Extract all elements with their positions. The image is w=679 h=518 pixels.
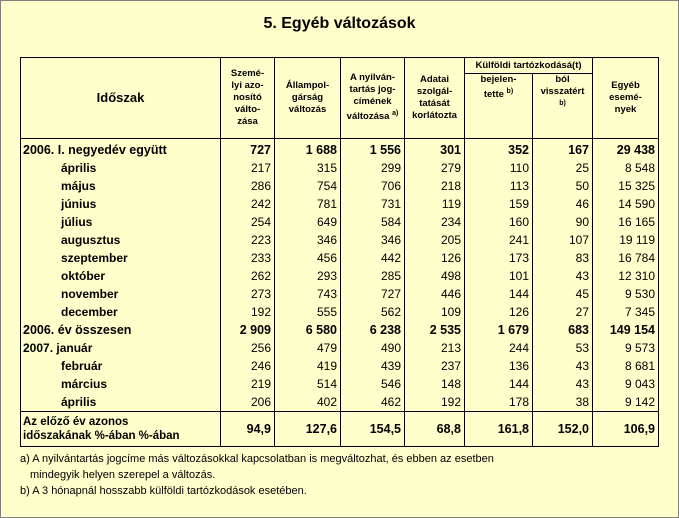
cell-value: 219	[221, 375, 275, 393]
cell-value: 126	[465, 303, 533, 321]
cell-value: 498	[405, 267, 465, 285]
footnotes	[20, 451, 660, 499]
row-label: március	[21, 375, 221, 393]
cell-value: 241	[465, 231, 533, 249]
cell-value: 107	[533, 231, 593, 249]
cell-value: 90	[533, 213, 593, 231]
row-label: február	[21, 357, 221, 375]
row-label: 2006. I. negyedév együtt	[21, 139, 221, 160]
row-label: augusztus	[21, 231, 221, 249]
cell-value: 9 530	[593, 285, 659, 303]
table-title: 5. Egyéb változások	[263, 15, 416, 32]
cell-value: 301	[405, 139, 465, 160]
cell-value: 731	[341, 195, 405, 213]
footer-value: 94,9	[221, 412, 275, 447]
cell-value: 113	[465, 177, 533, 195]
cell-value: 178	[465, 393, 533, 412]
cell-value: 144	[465, 375, 533, 393]
cell-value: 148	[405, 375, 465, 393]
cell-value: 50	[533, 177, 593, 195]
cell-value: 234	[405, 213, 465, 231]
table-row	[21, 213, 659, 231]
header-personal-id: Szemé- lyi azo- nosító válto- zása	[221, 58, 275, 139]
cell-value: 254	[221, 213, 275, 231]
cell-value: 346	[341, 231, 405, 249]
cell-value: 439	[341, 357, 405, 375]
table-row	[21, 393, 659, 412]
cell-value: 16 165	[593, 213, 659, 231]
cell-value: 293	[275, 267, 341, 285]
cell-value: 12 310	[593, 267, 659, 285]
cell-value: 2 909	[221, 321, 275, 339]
header-citizenship: Állampol- gárság változás	[275, 58, 341, 139]
cell-value: 144	[465, 285, 533, 303]
cell-value: 446	[405, 285, 465, 303]
table-row	[21, 139, 659, 160]
cell-value: 402	[275, 393, 341, 412]
cell-value: 167	[533, 139, 593, 160]
cell-value: 352	[465, 139, 533, 160]
cell-value: 27	[533, 303, 593, 321]
header-returned: ból visszatért $^{b)}$	[533, 74, 593, 139]
header-foreign-stay-group: Külföldi tartózkodásá(t)	[465, 58, 593, 74]
row-label: április	[21, 393, 221, 412]
row-label: október	[21, 267, 221, 285]
cell-value: 706	[341, 177, 405, 195]
cell-value: 2 535	[405, 321, 465, 339]
table-row	[21, 177, 659, 195]
cell-value: 126	[405, 249, 465, 267]
footnote-b: b) A 3 hónapnál hosszabb külföldi tartózkodások esetében.	[20, 485, 307, 497]
table-row	[21, 357, 659, 375]
cell-value: 25	[533, 159, 593, 177]
cell-value: 273	[221, 285, 275, 303]
cell-value: 256	[221, 339, 275, 357]
table-row	[21, 339, 659, 357]
cell-value: 192	[221, 303, 275, 321]
table-row	[21, 321, 659, 339]
cell-value: 159	[465, 195, 533, 213]
table-row	[21, 375, 659, 393]
header-registration-title: A nyilván- tartás jog- címének változása $^{a)}$	[341, 58, 405, 139]
row-label: július	[21, 213, 221, 231]
cell-value: 490	[341, 339, 405, 357]
footer-value: 161,8	[465, 412, 533, 447]
cell-value: 1 688	[275, 139, 341, 160]
header-reported: bejelen- tette $^{b)}$	[465, 74, 533, 139]
cell-value: 19 119	[593, 231, 659, 249]
statistics-table	[20, 57, 659, 447]
cell-value: 346	[275, 231, 341, 249]
cell-value: 119	[405, 195, 465, 213]
cell-value: 262	[221, 267, 275, 285]
cell-value: 6 238	[341, 321, 405, 339]
cell-value: 29 438	[593, 139, 659, 160]
footnote-a: a) A nyilvántartás jogcíme más változásokkal kapcsolatban is megváltozhat, és ebben az esetben	[20, 453, 494, 465]
cell-value: 9 142	[593, 393, 659, 412]
row-label: 2006. év összesen	[21, 321, 221, 339]
cell-value: 110	[465, 159, 533, 177]
cell-value: 14 590	[593, 195, 659, 213]
cell-value: 9 573	[593, 339, 659, 357]
row-label: november	[21, 285, 221, 303]
footer-value: 154,5	[341, 412, 405, 447]
row-label: április	[21, 159, 221, 177]
table-row	[21, 249, 659, 267]
cell-value: 727	[221, 139, 275, 160]
cell-value: 743	[275, 285, 341, 303]
table-row	[21, 285, 659, 303]
row-label: 2007. január	[21, 339, 221, 357]
cell-value: 213	[405, 339, 465, 357]
table-row	[21, 159, 659, 177]
cell-value: 16 784	[593, 249, 659, 267]
cell-value: 315	[275, 159, 341, 177]
header-other-events: Egyéb esemé- nyek	[593, 58, 659, 139]
cell-value: 206	[221, 393, 275, 412]
cell-value: 217	[221, 159, 275, 177]
cell-value: 419	[275, 357, 341, 375]
cell-value: 233	[221, 249, 275, 267]
footer-row	[21, 412, 659, 447]
cell-value: 244	[465, 339, 533, 357]
cell-value: 479	[275, 339, 341, 357]
cell-value: 286	[221, 177, 275, 195]
cell-value: 6 580	[275, 321, 341, 339]
table-row	[21, 195, 659, 213]
cell-value: 15 325	[593, 177, 659, 195]
row-label: június	[21, 195, 221, 213]
table-row	[21, 267, 659, 285]
cell-value: 43	[533, 357, 593, 375]
cell-value: 285	[341, 267, 405, 285]
cell-value: 173	[465, 249, 533, 267]
row-label: szeptember	[21, 249, 221, 267]
cell-value: 192	[405, 393, 465, 412]
cell-value: 8 681	[593, 357, 659, 375]
cell-value: 514	[275, 375, 341, 393]
cell-value: 649	[275, 213, 341, 231]
footer-value: 68,8	[405, 412, 465, 447]
footer-value: 127,6	[275, 412, 341, 447]
cell-value: 43	[533, 267, 593, 285]
cell-value: 223	[221, 231, 275, 249]
cell-value: 218	[405, 177, 465, 195]
cell-value: 456	[275, 249, 341, 267]
footer-value: 152,0	[533, 412, 593, 447]
cell-value: 1 679	[465, 321, 533, 339]
cell-value: 43	[533, 375, 593, 393]
cell-value: 53	[533, 339, 593, 357]
table-row	[21, 231, 659, 249]
cell-value: 299	[341, 159, 405, 177]
cell-value: 462	[341, 393, 405, 412]
cell-value: 136	[465, 357, 533, 375]
cell-value: 45	[533, 285, 593, 303]
cell-value: 83	[533, 249, 593, 267]
cell-value: 584	[341, 213, 405, 231]
cell-value: 205	[405, 231, 465, 249]
cell-value: 46	[533, 195, 593, 213]
cell-value: 683	[533, 321, 593, 339]
cell-value: 1 556	[341, 139, 405, 160]
cell-value: 727	[341, 285, 405, 303]
row-label: december	[21, 303, 221, 321]
cell-value: 237	[405, 357, 465, 375]
header-data-restriction: Adatai szolgál- tatását korlátozta	[405, 58, 465, 139]
footer-label: Az előző év azonos időszakának %-ában %-ában	[21, 412, 221, 447]
table-row	[21, 303, 659, 321]
header-period: Időszak	[21, 58, 221, 139]
cell-value: 101	[465, 267, 533, 285]
cell-value: 546	[341, 375, 405, 393]
cell-value: 242	[221, 195, 275, 213]
footer-value: 106,9	[593, 412, 659, 447]
cell-value: 9 043	[593, 375, 659, 393]
cell-value: 562	[341, 303, 405, 321]
cell-value: 38	[533, 393, 593, 412]
cell-value: 781	[275, 195, 341, 213]
cell-value: 109	[405, 303, 465, 321]
cell-value: 754	[275, 177, 341, 195]
cell-value: 160	[465, 213, 533, 231]
cell-value: 279	[405, 159, 465, 177]
cell-value: 149 154	[593, 321, 659, 339]
cell-value: 246	[221, 357, 275, 375]
cell-value: 8 548	[593, 159, 659, 177]
cell-value: 7 345	[593, 303, 659, 321]
row-label: május	[21, 177, 221, 195]
footnote-a-continued: mindegyik helyen szerepel a változás.	[30, 469, 216, 481]
cell-value: 555	[275, 303, 341, 321]
cell-value: 442	[341, 249, 405, 267]
